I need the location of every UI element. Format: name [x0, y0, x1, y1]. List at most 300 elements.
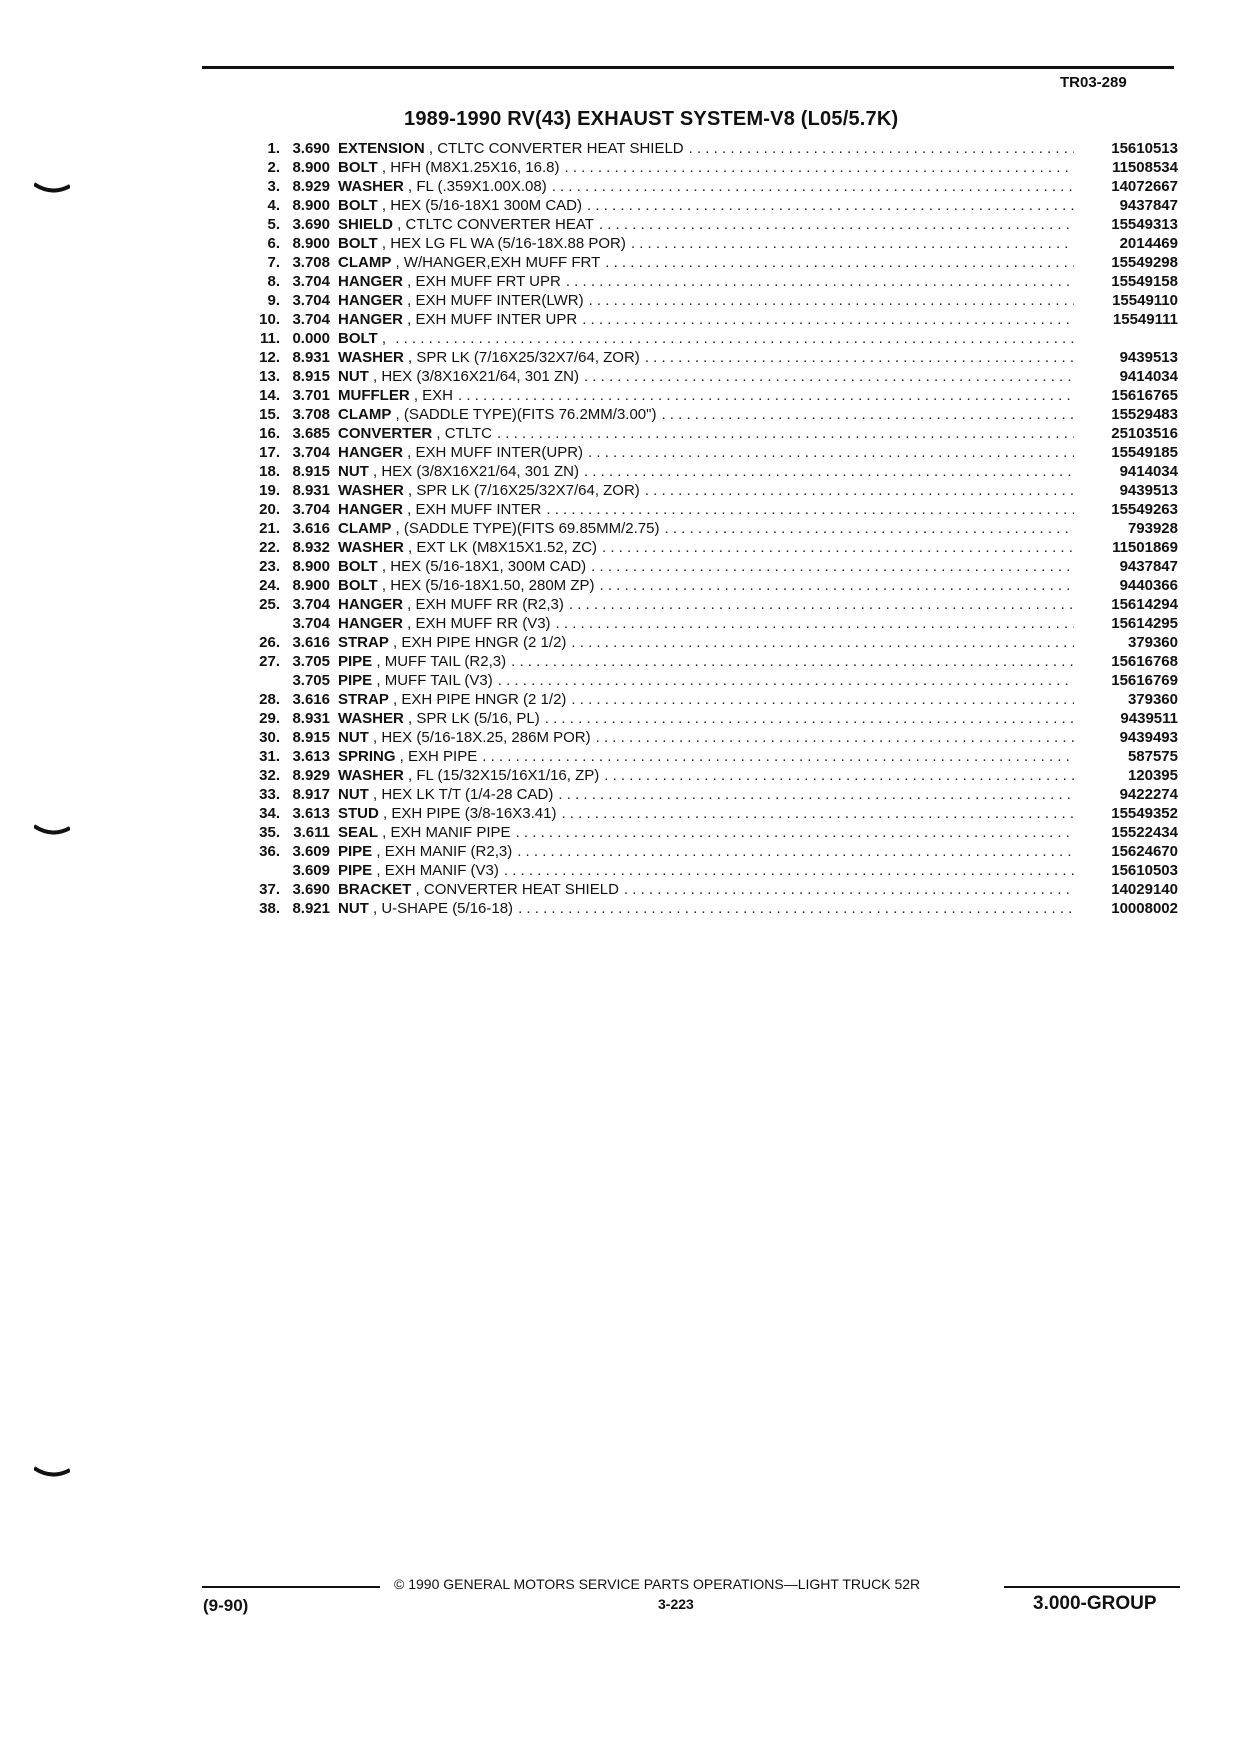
item-number: 32.	[259, 767, 280, 784]
group-code: 8.931	[292, 482, 330, 499]
item-number: 17.	[259, 444, 280, 461]
item-number: 38.	[259, 900, 280, 917]
name-separator: ,	[377, 577, 391, 594]
dot-leader	[518, 899, 1074, 918]
group-code: 3.708	[292, 254, 330, 271]
parts-row	[254, 652, 1178, 671]
dot-leader	[546, 500, 1074, 519]
part-description	[338, 367, 1080, 386]
part-description	[338, 215, 1080, 234]
part-name: BOLT	[338, 197, 378, 214]
part-description	[338, 576, 1080, 595]
part-number: 15616765	[1111, 387, 1178, 404]
group-code: 3.685	[292, 425, 330, 442]
part-spec: MUFF TAIL (V3)	[384, 672, 493, 689]
part-name: WASHER	[338, 539, 404, 556]
dot-leader	[587, 196, 1074, 215]
dot-leader	[664, 519, 1074, 538]
group-code: 3.690	[292, 881, 330, 898]
part-number: 15616768	[1111, 653, 1178, 670]
name-separator: ,	[403, 710, 417, 727]
parts-row	[254, 215, 1178, 234]
name-separator: ,	[368, 368, 382, 385]
part-description	[338, 633, 1080, 652]
part-description	[338, 158, 1080, 177]
parts-row	[254, 766, 1178, 785]
binder-hole-mark	[34, 182, 70, 196]
parts-row	[254, 367, 1178, 386]
part-description	[338, 899, 1080, 918]
name-separator: ,	[403, 292, 416, 309]
part-name: BOLT	[338, 159, 378, 176]
part-name: STRAP	[338, 691, 389, 708]
item-number: 29.	[259, 710, 280, 727]
dot-leader	[561, 804, 1074, 823]
name-separator: ,	[403, 273, 416, 290]
item-number: 1.	[267, 140, 280, 157]
part-number: 15529483	[1111, 406, 1178, 423]
part-spec: EXH MUFF INTER(LWR)	[415, 292, 584, 309]
part-number: 15616769	[1111, 672, 1178, 689]
part-number: 9422274	[1119, 786, 1178, 803]
part-name: NUT	[338, 729, 369, 746]
item-number: 13.	[259, 368, 280, 385]
dot-leader	[564, 158, 1074, 177]
group-code: 3.705	[292, 672, 330, 689]
part-number: 379360	[1127, 691, 1178, 708]
name-separator: ,	[368, 463, 382, 480]
parts-row	[254, 709, 1178, 728]
part-description	[338, 386, 1080, 405]
name-separator: ,	[403, 482, 417, 499]
top-rule	[202, 66, 1174, 69]
item-number: 9.	[267, 292, 280, 309]
part-spec: EXH MUFF RR (R2,3)	[415, 596, 564, 613]
part-name: HANGER	[338, 615, 404, 632]
part-spec: EXH MUFF RR (V3)	[415, 615, 551, 632]
item-number: 12.	[259, 349, 280, 366]
part-number: 379360	[1127, 634, 1178, 651]
dot-leader	[584, 462, 1074, 481]
part-description	[338, 785, 1080, 804]
part-spec: HEX LG FL WA (5/16-18X.88 POR)	[390, 235, 626, 252]
part-spec: CTLTC CONVERTER HEAT SHIELD	[437, 140, 684, 157]
name-separator: ,	[403, 596, 416, 613]
parts-row	[254, 386, 1178, 405]
group-code: 3.704	[292, 615, 330, 632]
document-code: TR03-289	[1060, 74, 1127, 91]
item-number: 30.	[259, 729, 280, 746]
item-number: 26.	[259, 634, 280, 651]
name-separator: ,	[368, 900, 382, 917]
part-description	[338, 424, 1080, 443]
part-name: BOLT	[338, 330, 378, 347]
group-code: 3.616	[292, 634, 330, 651]
part-description	[338, 291, 1080, 310]
item-number: 27.	[259, 653, 280, 670]
part-number: 15610513	[1111, 140, 1178, 157]
part-name: BRACKET	[338, 881, 412, 898]
parts-row	[254, 329, 1178, 348]
part-name: CLAMP	[338, 520, 392, 537]
name-separator: ,	[378, 805, 392, 822]
item-number: 31.	[259, 748, 280, 765]
part-description	[338, 310, 1080, 329]
parts-row	[254, 576, 1178, 595]
part-name: BOLT	[338, 577, 378, 594]
part-number: 120395	[1127, 767, 1178, 784]
part-name: HANGER	[338, 292, 404, 309]
part-spec: EXH MANIF PIPE	[390, 824, 511, 841]
name-separator: ,	[391, 406, 404, 423]
part-name: SHIELD	[338, 216, 394, 233]
part-name: CLAMP	[338, 254, 392, 271]
item-number: 6.	[267, 235, 280, 252]
part-description	[338, 557, 1080, 576]
part-description	[338, 519, 1080, 538]
parts-row	[254, 139, 1178, 158]
name-separator: ,	[403, 178, 417, 195]
dot-leader	[689, 139, 1074, 158]
parts-row	[254, 234, 1178, 253]
group-code: 8.900	[292, 235, 330, 252]
name-separator: ,	[403, 349, 417, 366]
part-description	[338, 272, 1080, 291]
group-code: 8.900	[292, 558, 330, 575]
parts-row	[254, 272, 1178, 291]
copyright-line: © 1990 GENERAL MOTORS SERVICE PARTS OPERATIONS—LIGHT TRUCK 52R	[394, 1576, 921, 1592]
part-description	[338, 538, 1080, 557]
name-separator: ,	[377, 558, 391, 575]
parts-row	[254, 462, 1178, 481]
item-number: 3.	[267, 178, 280, 195]
group-code: 8.931	[292, 710, 330, 727]
part-name: NUT	[338, 463, 369, 480]
parts-row	[254, 310, 1178, 329]
dot-leader	[631, 234, 1074, 253]
part-spec: HEX (5/16-18X1 300M CAD)	[390, 197, 582, 214]
name-separator: ,	[424, 140, 438, 157]
group-code: 8.932	[292, 539, 330, 556]
dot-leader	[602, 538, 1074, 557]
part-name: HANGER	[338, 273, 404, 290]
item-number: 16.	[259, 425, 280, 442]
part-name: HANGER	[338, 444, 404, 461]
dot-leader	[458, 386, 1074, 405]
part-description	[338, 462, 1080, 481]
part-spec: W/HANGER,EXH MUFF FRT	[403, 254, 601, 271]
part-name: STUD	[338, 805, 379, 822]
group-code: 3.704	[292, 444, 330, 461]
part-description	[338, 595, 1080, 614]
part-spec: EXH MUFF INTER(UPR)	[415, 444, 584, 461]
part-description	[338, 177, 1080, 196]
item-number: 37.	[259, 881, 280, 898]
part-number: 15549111	[1112, 311, 1178, 328]
footer-rule-right	[1004, 1586, 1180, 1588]
part-number: 9439513	[1119, 482, 1178, 499]
name-separator: ,	[409, 387, 423, 404]
part-spec: HEX (3/8X16X21/64, 301 ZN)	[381, 368, 579, 385]
part-name: EXTENSION	[338, 140, 425, 157]
part-name: MUFFLER	[338, 387, 410, 404]
part-description	[338, 766, 1080, 785]
part-number: 15549298	[1111, 254, 1178, 271]
name-separator: ,	[403, 501, 416, 518]
part-description	[338, 443, 1080, 462]
dot-leader	[604, 766, 1074, 785]
dot-leader	[600, 576, 1075, 595]
dot-leader	[645, 348, 1074, 367]
item-number: 20.	[259, 501, 280, 518]
part-name: HANGER	[338, 501, 404, 518]
part-spec: FL (.359X1.00X.08)	[416, 178, 547, 195]
item-number: 36.	[259, 843, 280, 860]
part-number: 15549352	[1111, 805, 1178, 822]
part-description	[338, 671, 1080, 690]
dot-leader	[504, 861, 1074, 880]
group-code: 8.915	[292, 729, 330, 746]
part-description	[338, 747, 1080, 766]
part-number: 15549185	[1111, 444, 1178, 461]
parts-row	[254, 177, 1178, 196]
dot-leader	[591, 557, 1074, 576]
part-spec: EXH PIPE (3/8-16X3.41)	[391, 805, 557, 822]
name-separator: ,	[388, 634, 402, 651]
part-name: WASHER	[338, 482, 404, 499]
parts-row	[254, 405, 1178, 424]
part-spec: CTLTC	[444, 425, 492, 442]
dot-leader	[497, 424, 1074, 443]
part-number: 11508534	[1112, 159, 1178, 176]
part-spec: MUFF TAIL (R2,3)	[384, 653, 507, 670]
group-code: 3.616	[292, 520, 330, 537]
group-code: 3.704	[292, 501, 330, 518]
parts-row	[254, 823, 1178, 842]
name-separator: ,	[372, 862, 385, 879]
parts-row	[254, 424, 1178, 443]
part-number: 9414034	[1119, 368, 1178, 385]
name-separator: ,	[368, 786, 382, 803]
dot-leader	[645, 481, 1074, 500]
date-code: (9-90)	[203, 1596, 249, 1615]
parts-row	[254, 633, 1178, 652]
dot-leader	[605, 253, 1074, 272]
part-spec: CTLTC CONVERTER HEAT	[405, 216, 594, 233]
parts-row	[254, 538, 1178, 557]
group-code: 3.705	[292, 653, 330, 670]
parts-row	[254, 557, 1178, 576]
part-name: CONVERTER	[338, 425, 433, 442]
part-number: 587575	[1127, 748, 1178, 765]
name-separator: ,	[411, 881, 424, 898]
group-code: 3.609	[292, 843, 330, 860]
part-name: WASHER	[338, 710, 404, 727]
parts-row	[254, 595, 1178, 614]
part-spec: EXH PIPE HNGR (2 1/2)	[401, 634, 567, 651]
group-code: 0.000	[292, 330, 330, 347]
part-spec: HEX (5/16-18X1, 300M CAD)	[390, 558, 587, 575]
group-code: 8.929	[292, 767, 330, 784]
name-separator: ,	[377, 235, 391, 252]
group-code: 3.690	[292, 216, 330, 233]
dot-leader	[599, 215, 1074, 234]
part-number: 9439513	[1119, 349, 1178, 366]
dot-leader	[558, 785, 1074, 804]
item-number: 7.	[267, 254, 280, 271]
part-number: 10008002	[1111, 900, 1178, 917]
part-spec: HEX (3/8X16X21/64, 301 ZN)	[381, 463, 579, 480]
name-separator: ,	[432, 425, 445, 442]
part-number: 11501869	[1112, 539, 1178, 556]
name-separator: ,	[388, 691, 402, 708]
part-number: 15549110	[1112, 292, 1178, 309]
dot-leader	[516, 823, 1074, 842]
dot-leader	[395, 329, 1074, 348]
item-number: 2.	[267, 159, 280, 176]
part-number: 9437847	[1119, 558, 1178, 575]
part-name: STRAP	[338, 634, 389, 651]
part-spec: (SADDLE TYPE)(FITS 76.2MM/3.00")	[403, 406, 657, 423]
item-number: 11.	[259, 330, 280, 347]
item-number: 25.	[259, 596, 280, 613]
page-title: 1989-1990 RV(43) EXHAUST SYSTEM-V8 (L05/5.7K)	[404, 108, 899, 130]
parts-row	[254, 519, 1178, 538]
name-separator: ,	[378, 824, 391, 841]
dot-leader	[624, 880, 1074, 899]
parts-row	[254, 196, 1178, 215]
part-name: NUT	[338, 786, 369, 803]
part-number: 793928	[1127, 520, 1178, 537]
part-description	[338, 709, 1080, 728]
name-separator: ,	[391, 520, 404, 537]
group-code: 3.613	[292, 748, 330, 765]
part-description	[338, 481, 1080, 500]
item-number: 24.	[259, 577, 280, 594]
parts-row	[254, 253, 1178, 272]
part-name: PIPE	[338, 843, 373, 860]
part-number: 9439493	[1119, 729, 1178, 746]
part-spec: HEX (5/16-18X.25, 286M POR)	[381, 729, 591, 746]
part-description	[338, 500, 1080, 519]
group-code: 3.690	[292, 140, 330, 157]
part-number: 15610503	[1111, 862, 1178, 879]
part-spec: EXH MANIF (R2,3)	[384, 843, 513, 860]
group-code: 3.613	[292, 805, 330, 822]
parts-row	[254, 158, 1178, 177]
parts-row	[254, 880, 1178, 899]
group-code: 8.900	[292, 197, 330, 214]
part-description	[338, 614, 1080, 633]
group-label: 3.000-GROUP	[1033, 1593, 1157, 1614]
name-separator: ,	[391, 254, 404, 271]
part-description	[338, 348, 1080, 367]
group-code: 8.921	[292, 900, 330, 917]
item-number: 35.	[259, 824, 280, 841]
item-number: 15.	[259, 406, 280, 423]
item-number: 10.	[259, 311, 280, 328]
parts-row	[254, 861, 1178, 880]
name-separator: ,	[403, 539, 417, 556]
item-number: 4.	[267, 197, 280, 214]
footer-rule-left	[202, 1586, 380, 1588]
dot-leader	[545, 709, 1074, 728]
dot-leader	[511, 652, 1074, 671]
part-spec: EXT LK (M8X15X1.52, ZC)	[416, 539, 597, 556]
group-code: 3.616	[292, 691, 330, 708]
part-name: PIPE	[338, 862, 373, 879]
part-name: HANGER	[338, 596, 404, 613]
part-name: PIPE	[338, 653, 373, 670]
name-separator: ,	[403, 444, 416, 461]
item-number: 22.	[259, 539, 280, 556]
part-description	[338, 253, 1080, 272]
part-spec: EXH MUFF INTER	[415, 501, 542, 518]
group-code: 3.701	[292, 387, 330, 404]
part-spec: SPR LK (7/16X25/32X7/64, ZOR)	[416, 349, 640, 366]
part-description	[338, 804, 1080, 823]
part-number: 9439511	[1120, 710, 1178, 727]
part-spec: SPR LK (7/16X25/32X7/64, ZOR)	[416, 482, 640, 499]
item-number: 5.	[267, 216, 280, 233]
part-description	[338, 405, 1080, 424]
dot-leader	[596, 728, 1074, 747]
item-number: 23.	[259, 558, 280, 575]
part-spec: U-SHAPE (5/16-18)	[381, 900, 514, 917]
dot-leader	[498, 671, 1074, 690]
part-name: SPRING	[338, 748, 396, 765]
part-description	[338, 728, 1080, 747]
group-code: 3.708	[292, 406, 330, 423]
parts-row	[254, 785, 1178, 804]
group-code: 8.900	[292, 577, 330, 594]
group-code: 3.704	[292, 273, 330, 290]
part-number: 9414034	[1119, 463, 1178, 480]
part-spec: EXH PIPE HNGR (2 1/2)	[401, 691, 567, 708]
dot-leader	[584, 367, 1074, 386]
parts-row	[254, 671, 1178, 690]
part-description	[338, 139, 1080, 158]
dot-leader	[571, 690, 1074, 709]
name-separator: ,	[377, 159, 391, 176]
item-number: 34.	[259, 805, 280, 822]
part-name: NUT	[338, 368, 369, 385]
parts-row	[254, 291, 1178, 310]
parts-row	[254, 728, 1178, 747]
part-number: 14029140	[1111, 881, 1178, 898]
dot-leader	[582, 310, 1074, 329]
part-name: WASHER	[338, 767, 404, 784]
part-name: HANGER	[338, 311, 404, 328]
part-description	[338, 861, 1080, 880]
item-number: 28.	[259, 691, 280, 708]
part-description	[338, 329, 1080, 348]
item-number: 14.	[259, 387, 280, 404]
group-code: 3.704	[292, 292, 330, 309]
parts-row	[254, 614, 1178, 633]
part-spec: HFH (M8X1.25X16, 16.8)	[390, 159, 560, 176]
page-number: 3-223	[658, 1596, 694, 1612]
name-separator: ,	[372, 843, 385, 860]
dot-leader	[589, 291, 1074, 310]
dot-leader	[566, 272, 1074, 291]
part-spec: EXH MANIF (V3)	[384, 862, 499, 879]
item-number: 21.	[259, 520, 280, 537]
part-description	[338, 823, 1080, 842]
group-code: 8.900	[292, 159, 330, 176]
parts-row	[254, 690, 1178, 709]
dot-leader	[661, 405, 1074, 424]
